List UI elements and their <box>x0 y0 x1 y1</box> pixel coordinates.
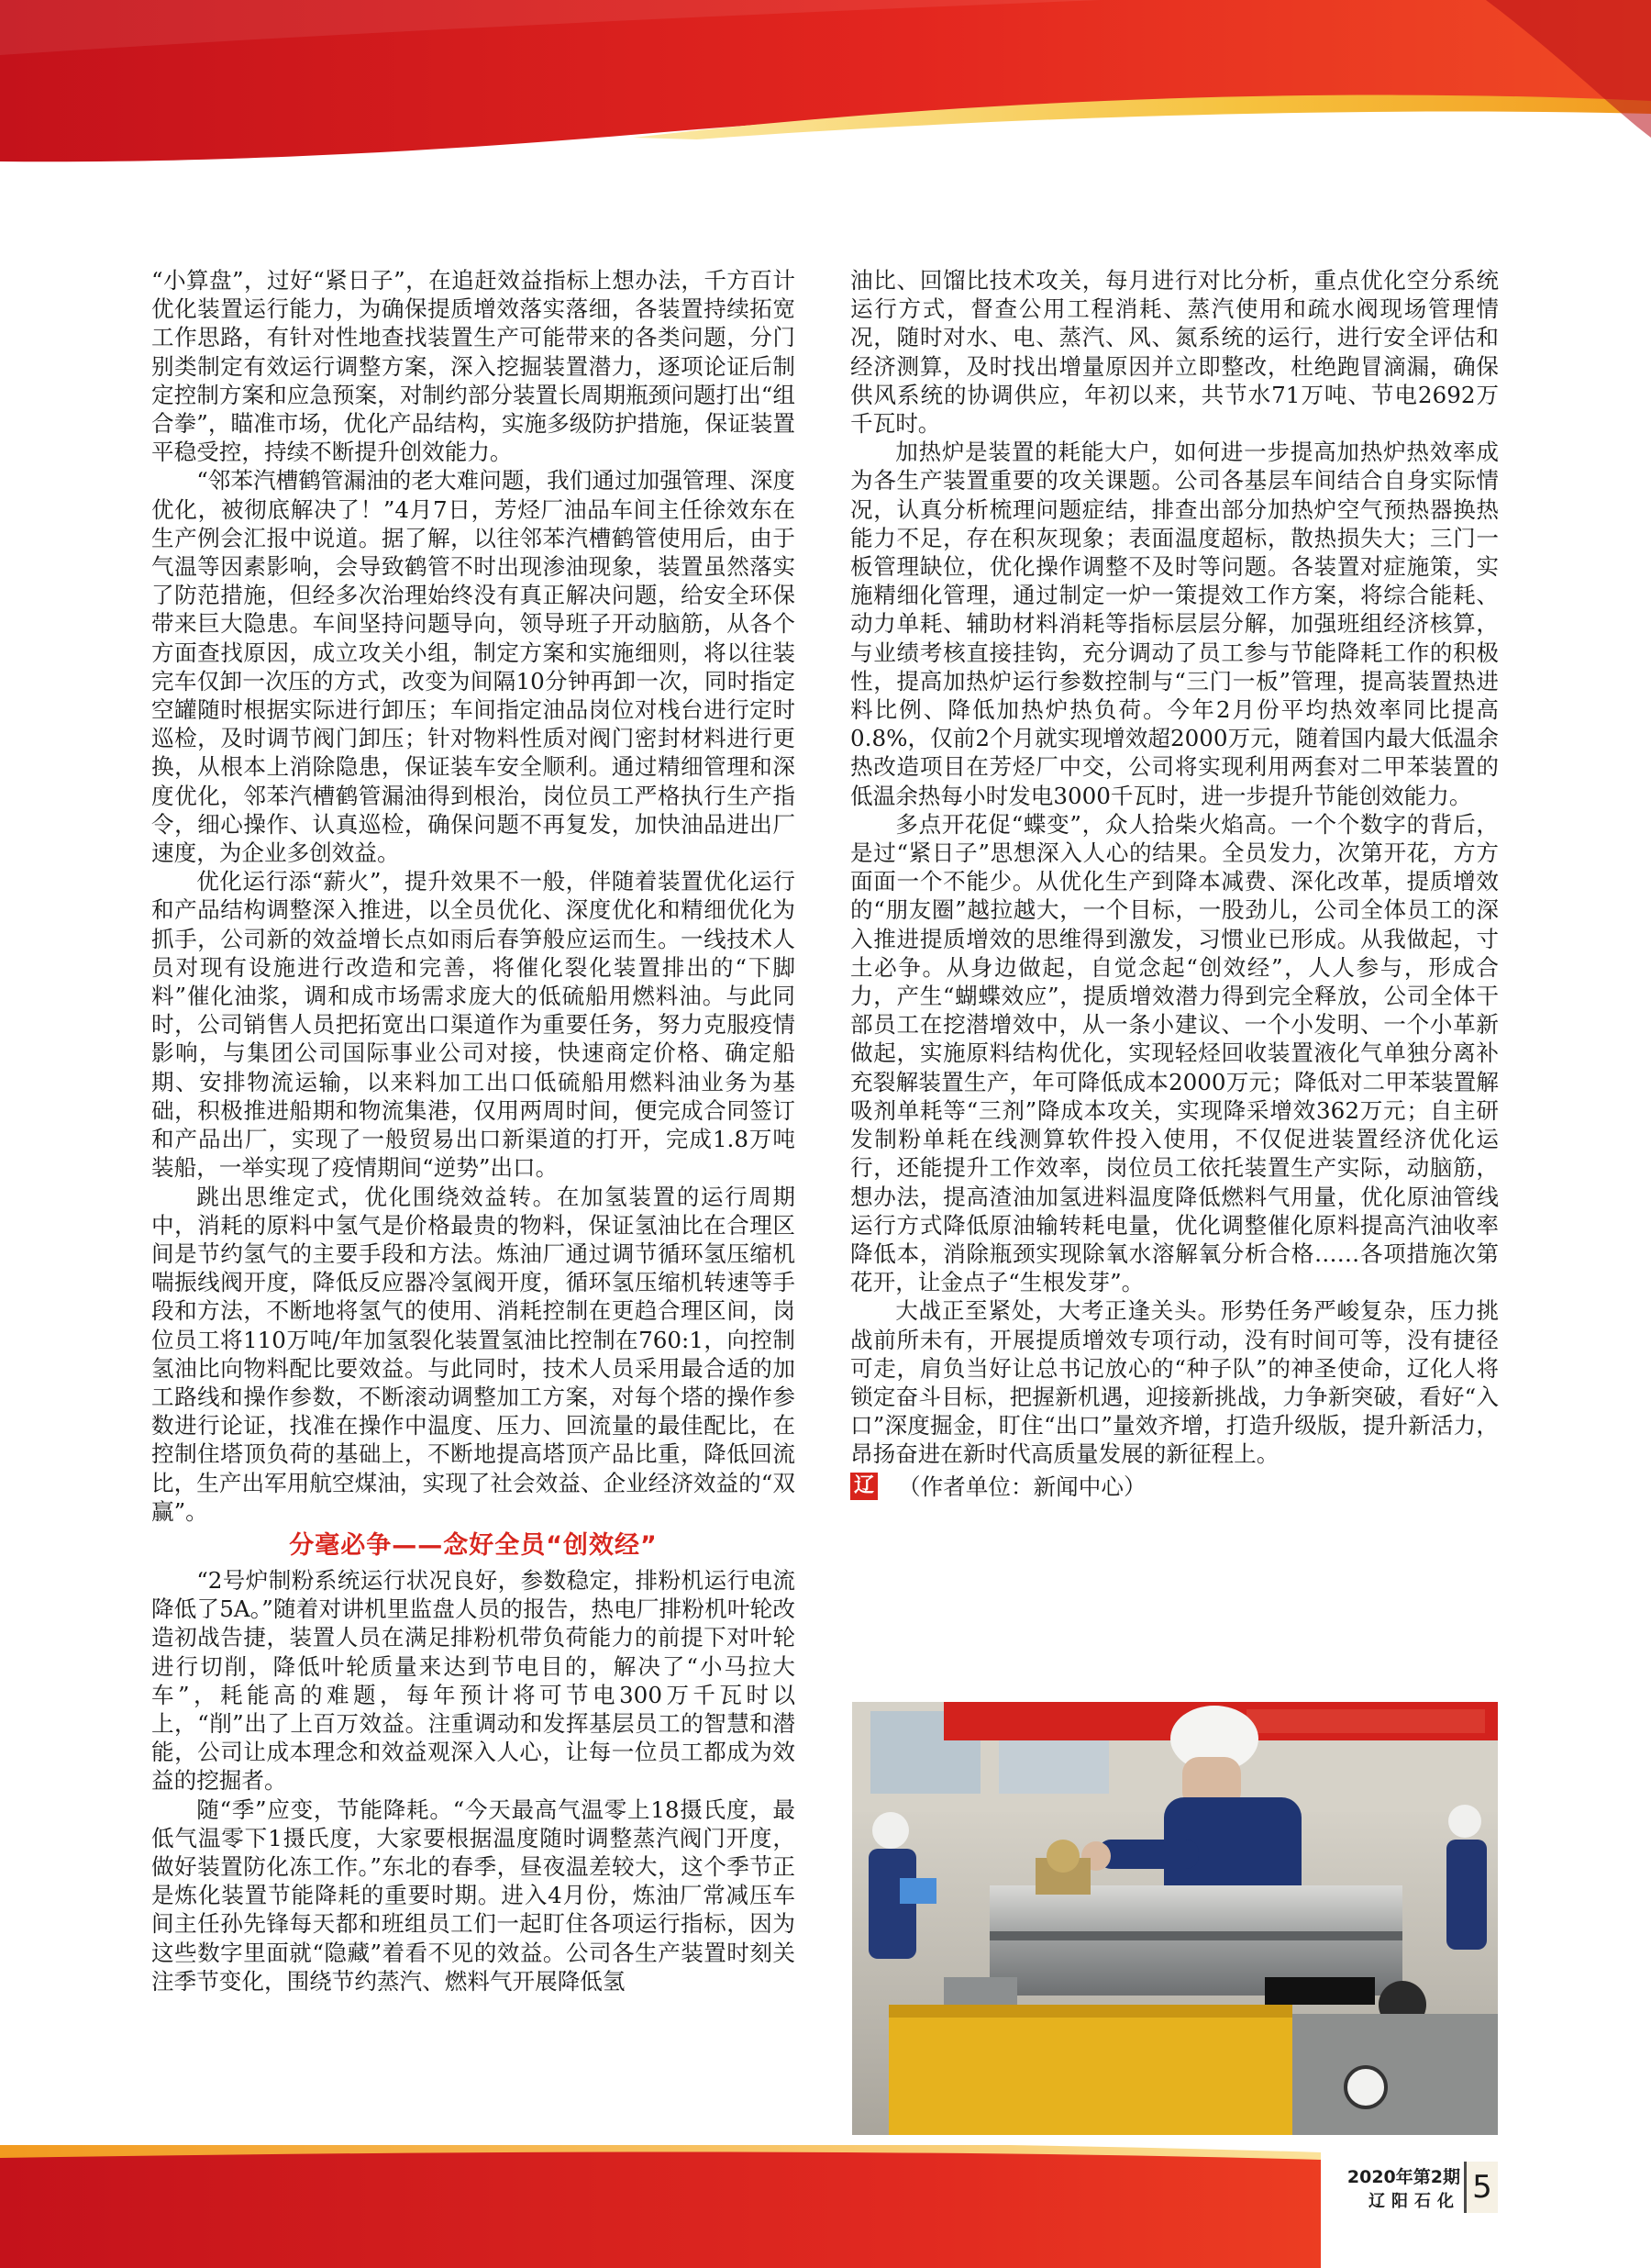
article-left-column <box>151 266 795 1996</box>
article-photo <box>852 1702 1498 2135</box>
paragraph: 优化运行添“薪火”，提升效果不一般，伴随着装置优化运行和产品结构调整深入推进，以全员优化、深度优化和精细优化为抓手，公司新的效益增长点如雨后春笋般应运而生。一线技术人员对现有设施进行改造和完善，将催化裂化装置排出的“下脚料”催化油浆，调和成市场需求庞大的低硫船用燃料油。与此同时，公司销售人员把拓宽出口渠道作为重要任务，努力克服疫情影响，与集团公司国际事业公司对接，快速商定价格、确定船期、安排物流运输，以来料加工出口低硫船用燃料油业务为基础，积极推进船期和物流集港，仅用两周时间，便完成合同签订和产品出厂，实现了一般贸易出口新渠道的打开，完成1.8万吨装船，一举实现了疫情期间“逆势”出口。 <box>151 868 795 1182</box>
page-number: 5 <box>1464 2162 1498 2213</box>
end-mark-icon: 辽 <box>850 1473 878 1500</box>
paragraph: 加热炉是装置的耗能大户，如何进一步提高加热炉热效率成为各生产装置重要的攻关课题。公司各基层车间结合自身实际情况，认真分析梳理问题症结，排查出部分加热炉空气预热器换热能力不足，存在积灰现象；表面温度超标，散热损失大；三门一板管理缺位，优化操作调整不及时等问题。各装置对症施策，实施精细化管理，通过制定一炉一策提效工作方案，将综合能耗、动力单耗、辅助材料消耗等指标层层分解，加强班组经济核算，与业绩考核直接挂钩，充分调动了员工参与节能降耗工作的积极性，提高加热炉运行参数控制与“三门一板”管理，提高装置热进料比例、降低加热炉热负荷。今年2月份平均热效率同比提高0.8%，仅前2个月就实现增效超2000万元，随着国内最大低温余热改造项目在芳烃厂中交，公司将实现利用两套对二甲苯装置的低温余热每小时发电3000千瓦时，进一步提升节能创效能力。 <box>850 439 1499 809</box>
article-ending <box>850 1473 1499 1501</box>
article-right-column <box>850 266 1499 1501</box>
paragraph: 大战正至紧处，大考正逢关头。形势任务严峻复杂，压力挑战前所未有，开展提质增效专项行动，没有时间可等，没有捷径可走，肩负当好让总书记放心的“种子队”的神圣使命，辽化人将锁定奋斗目标，把握新机遇，迎接新挑战，力争新突破，看好“入口”深度掘金，盯住“出口”量效齐增，打造升级版，提升新活力，昂扬奋进在新时代高质量发展的新征程上。 <box>850 1297 1499 1468</box>
magazine-name: 辽阳石化 <box>1368 2192 1460 2211</box>
issue-label: 2020年第2期 <box>1346 2167 1460 2187</box>
paragraph: 跳出思维定式，优化围绕效益转。在加氢装置的运行周期中，消耗的原料中氢气是价格最贵的物料，保证氢油比在合理区间是节约氢气的主要手段和方法。炼油厂通过调节循环氢压缩机喘振线阀开度，降低反应器冷氢阀开度，循环氢压缩机转速等手段和方法，不断地将氢气的使用、消耗控制在更趋合理区间，岗位员工将110万吨/年加氢裂化装置氢油比控制在760:1，向控制氢油比向物料配比要效益。与此同时，技术人员采用最合适的加工路线和操作参数，不断滚动调整加工方案，对每个塔的操作参数进行论证，找准在操作中温度、压力、回流量的最佳配比，在控制住塔顶负荷的基础上，不断地提高塔顶产品比重，降低回流比，生产出军用航空煤油，实现了社会效益、企业经济效益的“双赢”。 <box>151 1183 795 1525</box>
paragraph: “2号炉制粉系统运行状况良好，参数稳定，排粉机运行电流降低了5A。”随着对讲机里监盘人员的报告，热电厂排粉机叶轮改造初战告捷，装置人员在满足排粉机带负荷能力的前提下对叶轮进行切削，降低叶轮质量来达到节电目的，解决了“小马拉大车”，耗能高的难题，每年预计将可节电300万千瓦时以上，“削”出了上百万效益。注重调动和发挥基层员工的智慧和潜能，公司让成本理念和效益观深入人心，让每一位员工都成为效益的挖掘者。 <box>151 1566 795 1795</box>
paragraph: “邻苯汽槽鹤管漏油的老大难问题，我们通过加强管理、深度优化，被彻底解决了！”4月7日，芳烃厂油品车间主任徐效东在生产例会汇报中说道。据了解，以往邻苯汽槽鹤管使用后，由于气温等因素影响，会导致鹤管不时出现渗油现象，装置虽然落实了防范措施，但经多次治理始终没有真正解决问题，给安全环保带来巨大隐患。车间坚持问题导向，领导班子开动脑筋，从各个方面查找原因，成立攻关小组，制定方案和实施细则，将以往装完车仅卸一次压的方式，改变为间隔10分钟再卸一次，同时指定空罐随时根据实际进行卸压；车间指定油品岗位对栈台进行定时巡检，及时调节阀门卸压；针对物料性质对阀门密封材料进行更换，从根本上消除隐患，保证装车安全顺利。通过精细管理和深度优化，邻苯汽槽鹤管漏油得到根治，岗位员工严格执行生产指令，细心操作、认真巡检，确保问题不再复发，加快油品进出厂速度，为企业多创效益。 <box>151 467 795 867</box>
workers-inspecting-equipment-image <box>852 1702 1498 2135</box>
paragraph: 多点开花促“蝶变”，众人拾柴火焰高。一个个数字的背后，是过“紧日子”思想深入人心的结果。全员发力，次第开花，方方面面一个不能少。从优化生产到降本减费、深化改革，提质增效的“朋友圈”越拉越大，一个目标，一股劲儿，公司全体员工的深入推进提质增效的思维得到激发，习惯业已形成。从我做起，寸土必争。从身边做起，自觉念起“创效经”，人人参与，形成合力，产生“蝴蝶效应”，提质增效潜力得到完全释放，公司全体干部员工在挖潜增效中，从一条小建议、一个小发明、一个小革新做起，实施原料结构优化，实现轻烃回收装置液化气单独分离补充裂解装置生产，年可降低成本2000万元；降低对二甲苯装置解吸剂单耗等“三剂”降成本攻关，实现降采增效362万元；自主研发制粉单耗在线测算软件投入使用，不仅促进装置经济优化运行，还能提升工作效率，岗位员工依托装置生产实际，动脑筋，想办法，提高渣油加氢进料温度降低燃料气用量，优化原油管线运行方式降低原油输转耗电量，优化调整催化原料提高汽油收率降低本，消除瓶颈实现除氧水溶解氧分析合格……各项措施次第花开，让金点子“生根发芽”。 <box>850 810 1499 1296</box>
section-heading: 分毫必争——念好全员“创效经” <box>289 1530 658 1560</box>
paragraph: 随“季”应变，节能降耗。“今天最高气温零上18摄氏度，最低气温零下1摄氏度，大家要根据温度随时调整蒸汽阀门开度，做好装置防化冻工作。”东北的春季，昼夜温差较大，这个季节正是炼化装置节能降耗的重要时期。进入4月份，炼油厂常减压车间主任孙先锋每天都和班组员工们一起盯住各项运行指标，因为这些数字里面就“隐藏”着看不见的效益。公司各生产装置时刻关注季节变化，围绕节约蒸汽、燃料气开展降低氢 <box>151 1796 795 1995</box>
paragraph: 油比、回馏比技术攻关，每月进行对比分析，重点优化空分系统运行方式，督查公用工程消耗、蒸汽使用和疏水阀现场管理情况，随时对水、电、蒸汽、风、氮系统的运行，进行安全评估和经济测算，及时找出增量原因并立即整改，杜绝跑冒滴漏，确保供风系统的协调供应，年初以来，共节水71万吨、节电2692万千瓦时。 <box>850 267 1499 438</box>
paragraph: “小算盘”，过好“紧日子”，在追赶效益指标上想办法，千方百计优化装置运行能力，为确保提质增效落实落细，各装置持续拓宽工作思路，有针对性地查找装置生产可能带来的各类问题，分门别类制定有效运行调整方案，深入挖掘装置潜力，逐项论证后制定控制方案和应急预案，对制约部分装置长周期瓶颈问题打出“组合拳”，瞄准市场，优化产品结构，实施多级防护措施，保证装置平稳受控，持续不断提升创效能力。 <box>151 267 795 466</box>
header-decorative-band <box>0 0 1651 183</box>
author-unit: （作者单位：新闻中心） <box>898 1473 1147 1500</box>
